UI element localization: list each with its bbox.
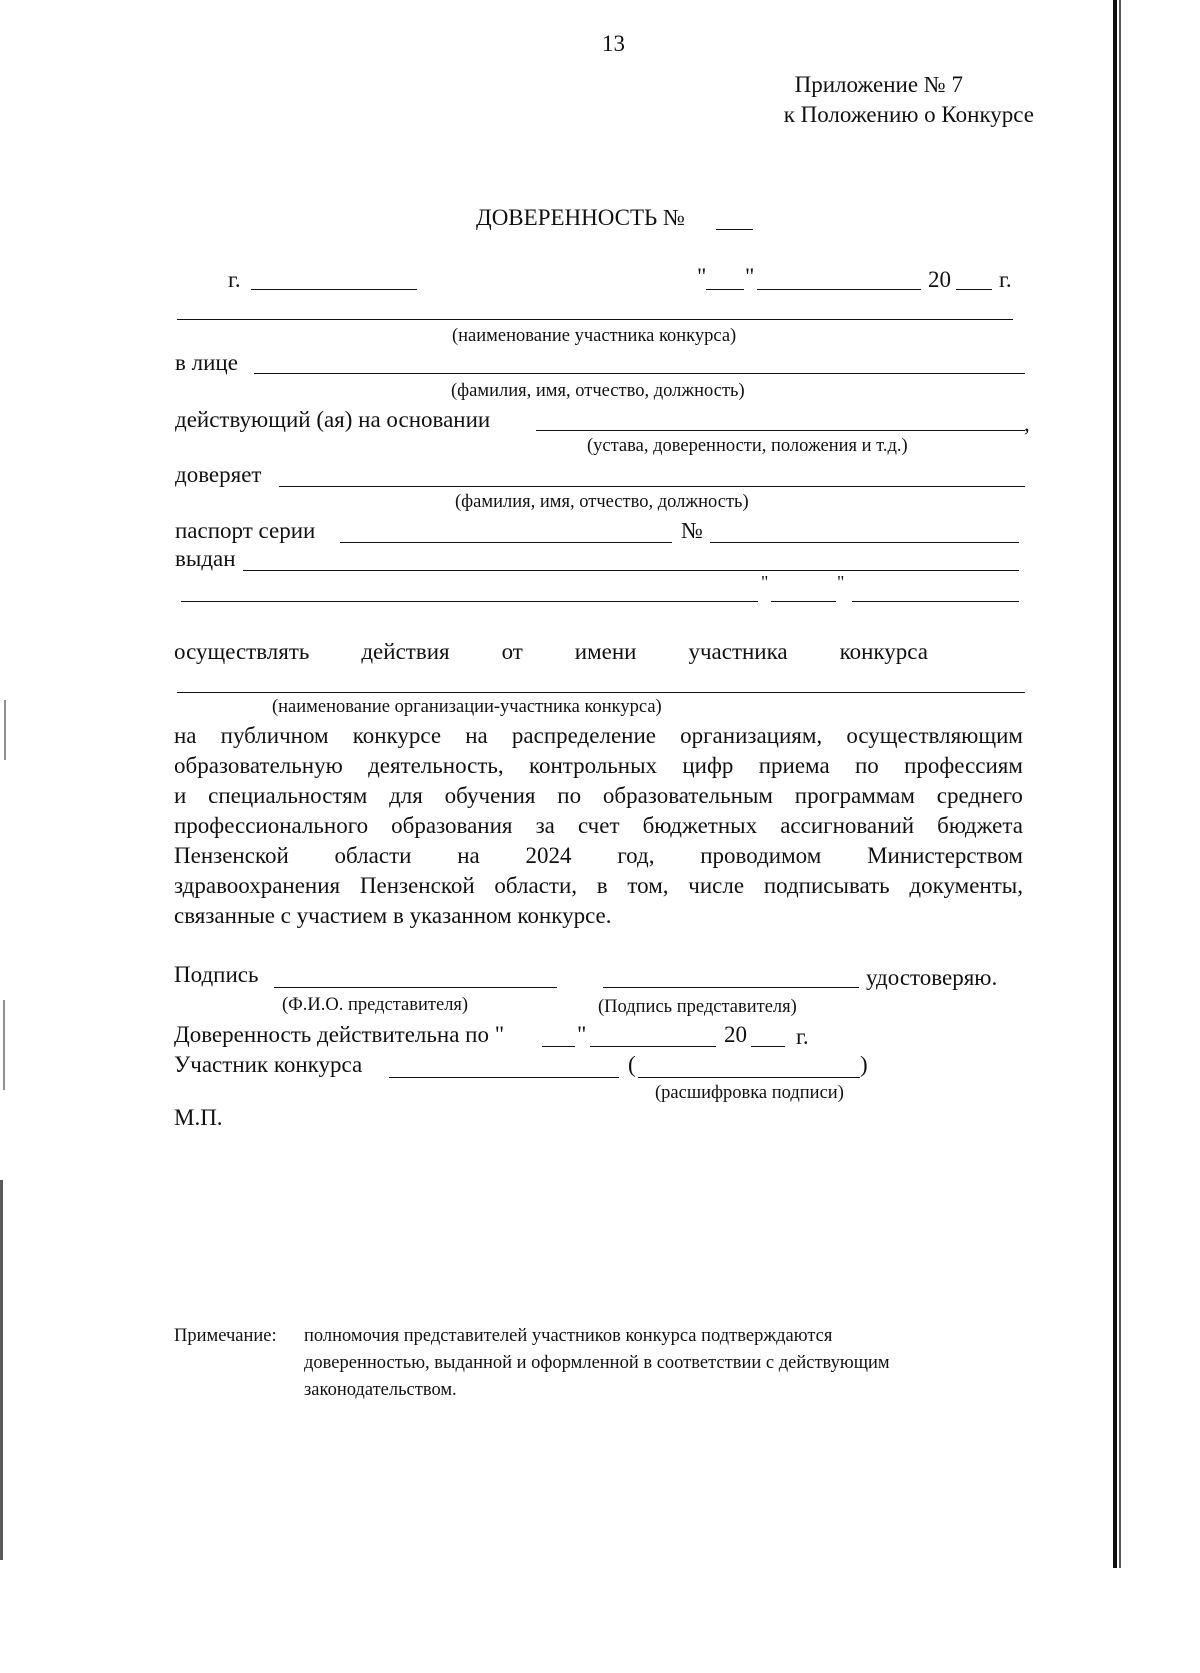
acting-caption: (устава, доверенности, положения и т.д.) bbox=[587, 436, 908, 456]
act-word: конкурса bbox=[839, 639, 928, 664]
note-line-2: доверенностью, выданной и оформленной в соответствии с действующим bbox=[304, 1353, 890, 1373]
acting-label: действующий (ая) на основании bbox=[175, 407, 491, 432]
body-word: среднего bbox=[936, 783, 1023, 808]
acting-blank bbox=[536, 430, 1025, 431]
signature-decode-blank bbox=[638, 1077, 860, 1078]
scan-binding-mark bbox=[4, 700, 6, 760]
year-prefix: 20 bbox=[928, 267, 951, 292]
participant-name-blank bbox=[177, 319, 1013, 320]
body-word: публичном bbox=[220, 723, 329, 748]
act-on-behalf-line bbox=[174, 640, 928, 663]
participant-signature-blank bbox=[389, 1077, 619, 1078]
year-blank bbox=[956, 289, 992, 290]
body-word: на bbox=[174, 723, 197, 748]
body-word: осуществляющим bbox=[846, 723, 1023, 748]
date-quote-close: " bbox=[745, 264, 755, 289]
body-word: документы, bbox=[909, 873, 1023, 898]
issued-quote-open: " bbox=[761, 572, 769, 592]
issued-day-blank bbox=[771, 601, 836, 602]
body-word: конкурсе bbox=[352, 723, 442, 748]
scan-edge-right bbox=[1113, 0, 1117, 1568]
body-word: Пензенской bbox=[174, 843, 289, 868]
body-word: по bbox=[854, 753, 879, 778]
body-word: программам bbox=[794, 783, 915, 808]
issued-quote-close: " bbox=[837, 572, 845, 592]
paren-open: ( bbox=[628, 1052, 636, 1077]
body-word: Министерством bbox=[867, 843, 1023, 868]
trusts-blank bbox=[279, 486, 1025, 487]
body-word: 2024 bbox=[525, 843, 572, 868]
body-word: приема bbox=[758, 753, 830, 778]
document-title: ДОВЕРЕННОСТЬ № bbox=[476, 205, 685, 230]
valid-year-prefix: 20 bbox=[724, 1022, 747, 1047]
note-line-1: полномочия представителей участников конкурса подтверждаются bbox=[304, 1326, 833, 1346]
body-word: бюджета bbox=[937, 813, 1023, 838]
representative-signature-blank bbox=[603, 987, 859, 988]
valid-year-suffix: г. bbox=[796, 1024, 809, 1049]
participant-name-caption: (наименование участника конкурса) bbox=[452, 326, 737, 346]
year-suffix: г. bbox=[999, 267, 1012, 292]
body-line bbox=[174, 874, 1023, 897]
valid-year-blank bbox=[751, 1046, 785, 1047]
organization-name-blank bbox=[177, 692, 1025, 693]
body-word: распределение bbox=[511, 723, 656, 748]
body-word: по bbox=[557, 783, 582, 808]
passport-label: паспорт серии bbox=[175, 518, 316, 543]
title-number-blank bbox=[716, 229, 753, 230]
body-word: профессионального bbox=[174, 813, 369, 838]
body-word: числе bbox=[688, 873, 745, 898]
passport-number-sign: № bbox=[681, 518, 703, 543]
body-word: на bbox=[465, 723, 488, 748]
act-word: действия bbox=[361, 639, 450, 664]
certify-text: удостоверяю. bbox=[866, 965, 998, 990]
body-line bbox=[174, 724, 1023, 747]
body-word: деятельность, bbox=[368, 753, 504, 778]
body-word: счет bbox=[577, 813, 620, 838]
body-word: и bbox=[174, 783, 187, 808]
scan-edge-right-inner bbox=[1119, 0, 1121, 1568]
in-person-blank bbox=[254, 373, 1025, 374]
body-word: за bbox=[535, 813, 555, 838]
day-blank bbox=[706, 289, 744, 290]
stamp-place: М.П. bbox=[174, 1105, 223, 1130]
body-line bbox=[174, 814, 1023, 837]
body-last-line: связанные с участием в указанном конкурсе. bbox=[174, 903, 612, 928]
scan-binding-mark bbox=[3, 1000, 5, 1090]
valid-month-blank bbox=[590, 1046, 716, 1047]
passport-series-blank bbox=[340, 542, 672, 543]
act-word: участника bbox=[688, 639, 788, 664]
body-word: образования bbox=[391, 813, 513, 838]
trusts-label: доверяет bbox=[175, 462, 262, 487]
note-line-3: законодательством. bbox=[304, 1380, 457, 1400]
body-word: подписывать bbox=[763, 873, 890, 898]
passport-number-blank bbox=[710, 542, 1019, 543]
body-word: год, bbox=[617, 843, 655, 868]
body-line bbox=[174, 844, 1023, 867]
in-person-label: в лице bbox=[175, 350, 238, 375]
organization-name-caption: (наименование организации-участника конкурса) bbox=[272, 697, 662, 717]
body-line bbox=[174, 784, 1023, 807]
issued-blank bbox=[243, 570, 1019, 571]
body-word: области, bbox=[494, 873, 578, 898]
body-word: ассигнований bbox=[780, 813, 915, 838]
participant-label: Участник конкурса bbox=[174, 1052, 363, 1077]
in-person-caption: (фамилия, имя, отчество, должность) bbox=[451, 381, 745, 401]
trusts-caption: (фамилия, имя, отчество, должность) bbox=[455, 492, 749, 512]
valid-until-label: Доверенность действительна по " bbox=[174, 1022, 505, 1047]
city-prefix: г. bbox=[228, 267, 241, 292]
body-word: на bbox=[457, 843, 480, 868]
valid-day-blank bbox=[542, 1046, 575, 1047]
body-word: обучения bbox=[444, 783, 536, 808]
body-word: цифр bbox=[682, 753, 734, 778]
body-word: в bbox=[596, 873, 608, 898]
act-word: имени bbox=[574, 639, 637, 664]
body-word: контрольных bbox=[528, 753, 658, 778]
body-word: специальностям bbox=[208, 783, 368, 808]
month-blank bbox=[757, 289, 921, 290]
fio-caption: (Ф.И.О. представителя) bbox=[282, 995, 469, 1015]
note-label: Примечание: bbox=[174, 1326, 277, 1346]
act-word: от bbox=[501, 639, 523, 664]
body-word: Пензенской bbox=[359, 873, 475, 898]
body-word: профессиям bbox=[904, 753, 1023, 778]
body-word: области bbox=[334, 843, 412, 868]
decode-caption: (расшифровка подписи) bbox=[655, 1083, 844, 1103]
issued-label: выдан bbox=[175, 546, 236, 571]
body-word: для bbox=[389, 783, 423, 808]
body-word: проводимом bbox=[700, 843, 822, 868]
paren-close: ) bbox=[860, 1052, 868, 1077]
body-word: том, bbox=[627, 873, 669, 898]
appendix-line-2: к Положению о Конкурсе bbox=[783, 102, 1034, 127]
date-quote-open: " bbox=[697, 264, 707, 289]
acting-comma: , bbox=[1024, 411, 1030, 436]
issued-date-blank bbox=[852, 601, 1019, 602]
body-line bbox=[174, 754, 1023, 777]
representative-fio-blank bbox=[274, 987, 557, 988]
signature-label: Подпись bbox=[174, 962, 259, 987]
issued-blank-2 bbox=[181, 601, 758, 602]
body-word: здравоохранения bbox=[174, 873, 341, 898]
appendix-line-1: Приложение № 7 bbox=[794, 72, 963, 97]
body-word: бюджетных bbox=[642, 813, 758, 838]
page-number: 13 bbox=[602, 31, 625, 56]
valid-quote-close: " bbox=[577, 1022, 587, 1047]
scan-binding-marks bbox=[0, 1180, 3, 1560]
act-word: осуществлять bbox=[174, 639, 310, 664]
body-word: образовательным bbox=[602, 783, 773, 808]
city-blank bbox=[251, 289, 417, 290]
body-word: организациям, bbox=[680, 723, 823, 748]
signature-caption: (Подпись представителя) bbox=[598, 997, 797, 1017]
body-word: образовательную bbox=[174, 753, 343, 778]
